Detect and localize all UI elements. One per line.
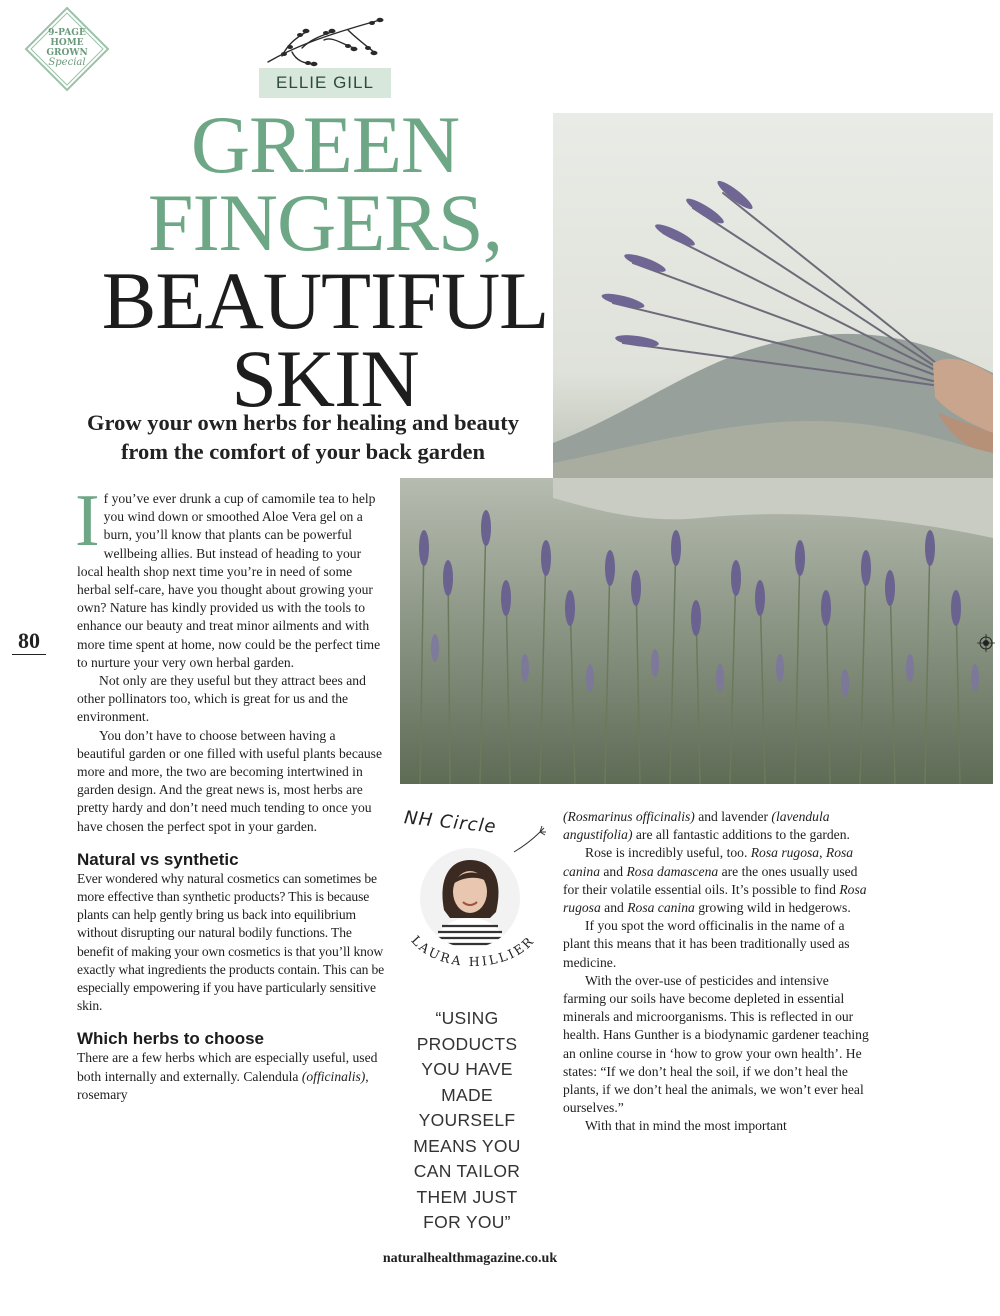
headline-line-4: SKIN [231,333,419,424]
col3-paragraph-1: (Rosmarinus officinalis) and lavender (lavendula angustifolia) are all fantastic additions to the garden. [563,809,850,843]
author-tag: ELLIE GILL [259,68,391,98]
nh-circle-label: NH Circle [403,807,498,838]
registration-mark-icon [977,634,995,652]
paragraph-4: Ever wondered why natural cosmetics can sometimes be more effective than synthetic products? This is because plants can help gently bring us back into equilibrium without disrupting our natural bodily functions. The benefit of making your own cosmetics is that you’ll know exactly what ingredients the products contain. This can be especially empowering if you have particularly sensitive skin. [77,870,385,1014]
author-name-arc [398,908,548,988]
article-column-1 [75,480,387,1104]
badge-line-2: HOME [50,38,84,48]
herb-sprig-icon [262,14,392,68]
col3-paragraph-4: With the over-use of pesticides and intensive farming our soils have become depleted in essential minerals and microorganisms. This is reflected in our health. Hans Gunther is a biodynamic gardener teaching an online course in ‘how to grow your own health’. He states: “If we don’t heal the soil, if we don’t heal the plants, if we don’t heal the animals, we won’t ever heal ourselves.” [563,972,869,1116]
headline-line-2: FINGERS, [147,177,503,268]
article-column-3 [563,808,869,1136]
subhead-which-herbs: Which herbs to choose [77,1029,265,1049]
subhead-natural-vs-synthetic: Natural vs synthetic [77,849,239,869]
paragraph-3: You don’t have to choose between having a beautiful garden or one filled with useful plants because more and more, the two are becoming intertwined in garden design. And the great news is, most herbs are pretty hardy and don’t need much tending to once you have chosen the perfect spot in your garden. [77,727,383,834]
svg-text:LAURA HILLIER [408,932,537,969]
page-number: 80 [12,628,46,655]
headline-line-1: GREEN [190,99,460,190]
standfirst-line-1: Grow your own herbs for healing and beauty [87,410,519,435]
drop-cap: I [75,480,100,562]
badge-line-3: GROWN [46,48,88,58]
paragraph-2: Not only are they useful but they attract bees and other pollinators too, which is great for us and the environment. [77,673,366,725]
home-grown-badge [24,6,110,92]
footer-url[interactable]: naturalhealthmagazine.co.uk [382,1251,558,1266]
dandelion-seed-icon [510,826,550,856]
pull-quote: “USING PRODUCTS YOU HAVE MADE YOURSELF MEANS YOU CAN TAILOR THEM JUST FOR YOU” [413,1008,521,1232]
paragraph-5: There are a few herbs which are especially useful, used both internally and externally. Calendula (officinalis), rosemary [77,1050,378,1102]
lavender-photo-top [553,113,993,483]
col3-paragraph-5: With that in mind the most important [585,1118,787,1134]
standfirst-line-2: from the comfort of your back garden [120,439,486,464]
intro-paragraph: If you’ve ever drunk a cup of camomile tea to help you wind down or smoothed Aloe Vera gel on a burn, you’ll know that plants can be powerful wellbeing allies. But instead of heading to your local health shop next time you’re in need of some herbal self-care, have you thought about growing your own? Nature has kindly provided us with the tools to enhance our beauty and treat minor ailments and with more time spent at home, now could be the perfect time to nurture your very own herbal garden. [75,480,381,670]
headline-line-3: BEAUTIFUL [101,255,549,346]
standfirst [56,408,550,466]
col3-paragraph-3: If you spot the word officinalis in the name of a plant this means that it has been traditionally used as medicine. [563,918,850,970]
col3-paragraph-2: Rose is incredibly useful, too. Rosa rugosa, Rosa canina and Rosa damascena are the ones usually used for their volatile essential oils. It’s possible to find Rosa rugosa and Rosa canina growing wild in hedgerows. [563,845,867,916]
badge-line-4: Special [48,57,86,68]
author-name: LAURA HILLIER [408,932,538,970]
badge-line-1: 9-PAGE [48,28,86,38]
lavender-photo-main [400,478,993,784]
